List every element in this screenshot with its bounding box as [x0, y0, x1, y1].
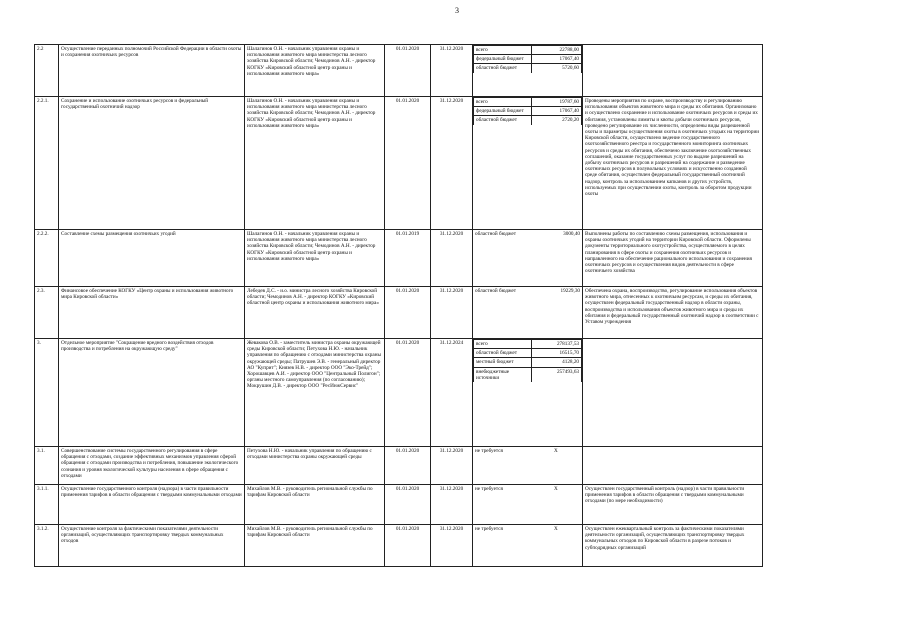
measure-name: Отдельное мероприятие "Сокращение вредного воздействия отходов производства и потребления на окружающую среду": [59, 339, 245, 447]
finance-amount: 2720,20: [532, 116, 582, 125]
row-number: 2.2: [35, 45, 59, 97]
end-date: 31.12.2020: [431, 485, 473, 525]
responsible: Михайлов М.В. - руководитель региональной службы по тарифам Кировской области: [245, 525, 385, 567]
finance-source: областной бюджет: [474, 116, 532, 125]
end-date: 31.12.2024: [431, 339, 473, 447]
start-date: 01.01.2020: [385, 339, 431, 447]
row-number: 2.2.1.: [35, 97, 59, 230]
finance-amount: 19787,60: [532, 98, 582, 107]
finance-amount: 5720,60: [532, 64, 582, 73]
x-mark: X: [553, 486, 558, 492]
finance-source: местный бюджет: [474, 358, 532, 367]
finance-amount: 22788,00: [532, 46, 582, 55]
finance-amount: 17067,40: [532, 107, 582, 116]
finance-cell: [473, 339, 583, 447]
start-date: 01.01.2020: [385, 97, 431, 230]
finance-source: всего: [474, 46, 532, 55]
finance-cell: [473, 287, 583, 339]
finance-source: внебюджетные источники: [474, 367, 532, 382]
finance-amount: 3000,40: [563, 231, 580, 237]
finance-amount: 16515,70: [532, 349, 582, 358]
page-number: 3: [455, 6, 459, 15]
end-date: 31.12.2020: [431, 287, 473, 339]
end-date: 31.12.2020: [431, 230, 473, 287]
table-row: [35, 485, 763, 525]
table-row: [35, 97, 763, 230]
program-table: [34, 44, 763, 567]
responsible: Петухова Н.Ю. - начальник управления по обращению с отходами министерства охраны окружающей среды: [245, 447, 385, 485]
end-date: 31.12.2020: [431, 45, 473, 97]
responsible: Жевакова О.В. - заместитель министра охраны окружающей среды Кировской области; Петухова Н.Ю. - начальник управления по обращению с отходами министерства охраны окружающей среды; Патрушев Э.В. - генеральный директор АО "Куприт"; Князев Н.В. - директор ООО "Эко-Трейд"; Хорошавцев А.И. - директор ООО "Центральный Полигон"; органы местного самоуправления (по согласованию); Мокрушин Д.В. - директор ООО "РесИнжСервис": [245, 339, 385, 447]
expected-result: [583, 339, 763, 447]
measure-name: Совершенствование системы государственного регулирования в сфере обращения с отходами, создание эффективных механизмов управления сферой обращения с отходами производства и потребления, повышение экологического сознания и уровня экологической культуры населения в сфере обращения с отходами: [59, 447, 245, 485]
finance-need: не требуется: [475, 486, 503, 492]
row-number: 3.1.: [35, 447, 59, 485]
finance-need: не требуется: [475, 526, 503, 532]
start-date: 01.01.2020: [385, 447, 431, 485]
expected-result: [583, 447, 763, 485]
table-row: [35, 339, 763, 447]
responsible: Шалагинов О.Н. - начальник управления охраны и использования животного мира министерства лесного хозяйства Кировской области; Чемодинов А.Н. - директор КОГКУ «Кировский областной центр охраны и использования животного мира»: [245, 45, 385, 97]
finance-cell: [473, 45, 583, 97]
finance-cell: [473, 525, 583, 567]
finance-amount: 257493,63: [532, 367, 582, 382]
finance-amount: 4128,20: [532, 358, 582, 367]
finance-source: всего: [474, 98, 532, 107]
table-row: [35, 45, 763, 97]
end-date: 31.12.2020: [431, 97, 473, 230]
finance-source: федеральный бюджет: [474, 107, 532, 116]
start-date: 01.01.2020: [385, 525, 431, 567]
finance-source: всего: [474, 340, 532, 349]
end-date: 31.12.2020: [431, 525, 473, 567]
measure-name: Осуществление контроля за фактическими показателями деятельности организаций, осуществляющих транспортировку твердых коммунальных отходов: [59, 525, 245, 567]
finance-amount: 17067,40: [532, 55, 582, 64]
finance-cell: [473, 447, 583, 485]
measure-name: Сохранение и использование охотничьих ресурсов и федеральный государственный охотничий надзор: [59, 97, 245, 230]
responsible: Лебедев Д.С. - и.о. министра лесного хозяйства Кировской области; Чемодинов А.Н. - директор КОГКУ «Кировский областной центр охраны и использования животного мира»: [245, 287, 385, 339]
row-number: 3.1.2.: [35, 525, 59, 567]
measure-name: Осуществление государственного контроля (надзора) в части правильности применения тарифов в области обращения с твердыми коммунальными отходами: [59, 485, 245, 525]
finance-need: не требуется: [475, 448, 503, 454]
expected-result: Осуществлен государственный контроль (надзор) в части правильности применения тарифов в области обращения с твердыми коммунальными отходами (по мере необходимости): [583, 485, 763, 525]
row-number: 2.3.: [35, 287, 59, 339]
expected-result: Обеспечена охрана, воспроизводство, регулирование использования объектов животного мира, отнесенных к охотничьим ресурсам, и среды их обитания, осуществлен федеральный государственный надзор в области охраны, воспроизводства и использования объектов животного мира и среды их обитания и федеральный государственный охотничий надзор в соответствии с Уставом учреждения: [583, 287, 763, 339]
row-number: 3.: [35, 339, 59, 447]
row-number: 2.2.2.: [35, 230, 59, 287]
finance-source: федеральный бюджет: [474, 55, 532, 64]
start-date: 01.01.2020: [385, 45, 431, 97]
expected-result: [583, 45, 763, 97]
end-date: 31.12.2020: [431, 447, 473, 485]
row-number: 3.1.1.: [35, 485, 59, 525]
finance-source: областной бюджет: [474, 349, 532, 358]
finance-amount: 19229,30: [560, 288, 580, 294]
finance-source: областной бюджет: [475, 288, 516, 294]
expected-result: Проведены мероприятия по охране, воспроизводству и регулированию использования объектов животного мира и среды их обитания. Организовано и осуществлено сохранение и использование охотничьих ресурсов и среды их обитания, установлены лимиты и квоты добычи охотничьих ресурсов, проведено регулирование их численности, определены виды разрешенной охоты и параметры осуществления охоты в охотничьих угодьях на территории Кировской области, осуществлено ведение государственного охотхозяйственного реестра и государственного мониторинга охотничьих ресурсов и среды их обитания, обеспечено заключение охотхозяйственных соглашений, оказание государственных услуг по выдаче разрешений на добычу охотничьих ресурсов и разрешений на содержание и разведение охотничьих ресурсов в полувольных условиях и искусственно созданной среде обитания, осуществлен федеральный государственный охотничий надзор, контроль за использованием капканов и других устройств, используемых при осуществлении охоты, контроль за оборотом продукции охоты: [583, 97, 763, 230]
start-date: 01.01.2020: [385, 287, 431, 339]
expected-result: Выполнены работы по составлению схемы размещения, использования и охраны охотничьих угодий на территории Кировской области. Оформлены документы территориального охотустройства, осуществляемого в целях планирования в сфере охоты и сохранения охотничьих ресурсов и направленного на обеспечение рационального использования и сохранения охотничьих ресурсов и осуществления видов деятельности в сфере охотничьего хозяйства: [583, 230, 763, 287]
finance-cell: [473, 485, 583, 525]
finance-amount: 278137,53: [532, 340, 582, 349]
responsible: Шалагинов О.Н. - начальник управления охраны и использования животного мира министерства лесного хозяйства Кировской области; Чемодинов А.Н. - директор КОГКУ «Кировский областной центр охраны и использования животного мира»: [245, 97, 385, 230]
start-date: 01.01.2020: [385, 485, 431, 525]
finance-cell: [473, 230, 583, 287]
table-row: [35, 287, 763, 339]
finance-cell: [473, 97, 583, 230]
x-mark: X: [553, 448, 558, 454]
measure-name: Финансовое обеспечение КОГКУ «Центр охраны и использования животного мира Кировской области»: [59, 287, 245, 339]
finance-source: областной бюджет: [474, 64, 532, 73]
expected-result: Осуществлен ежеквартальный контроль за фактическими показателями деятельности организаций, осуществляющих транспортировку твердых коммунальных отходов по Кировской области в разрезе потоков и субподрядных организаций: [583, 525, 763, 567]
table-row: [35, 230, 763, 287]
table-row: [35, 525, 763, 567]
x-mark: X: [553, 526, 558, 532]
measure-name: Составление схемы размещения охотничьих угодий: [59, 230, 245, 287]
responsible: Михайлов М.В. - руководитель региональной службы по тарифам Кировской области: [245, 485, 385, 525]
table-row: [35, 447, 763, 485]
responsible: Шалагинов О.Н. - начальник управления охраны и использования животного мира министерства лесного хозяйства Кировской области; Чемодинов А.Н. - директор КОГКУ «Кировский областной центр охраны и использования животного мира»: [245, 230, 385, 287]
start-date: 01.01.2019: [385, 230, 431, 287]
finance-source: областной бюджет: [475, 231, 516, 237]
measure-name: Осуществление переданных полномочий Российской Федерации в области охоты и сохранения охотничьих ресурсов: [59, 45, 245, 97]
